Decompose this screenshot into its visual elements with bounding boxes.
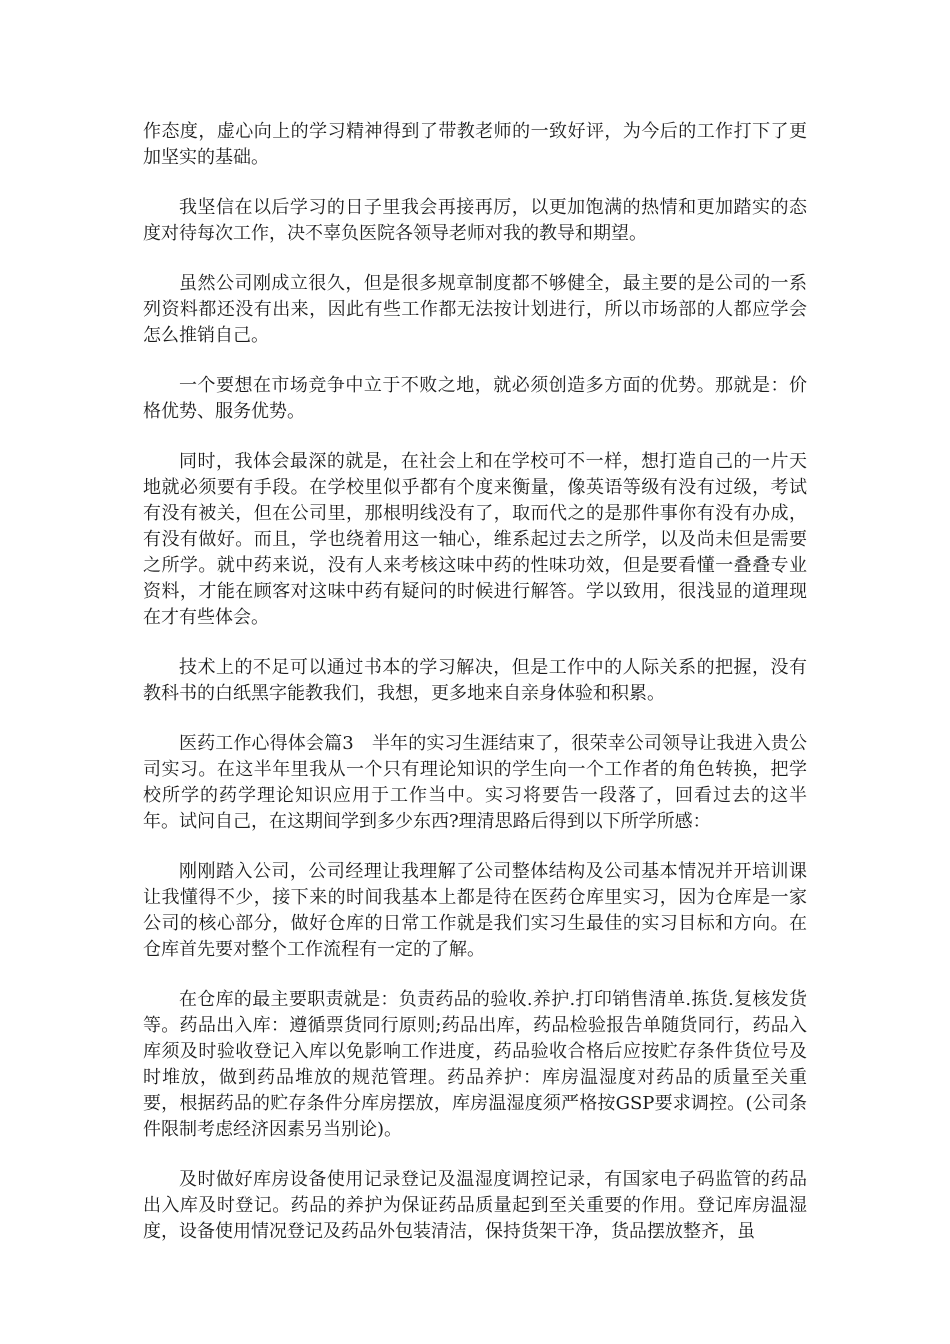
paragraph-8: 刚刚踏入公司，公司经理让我理解了公司整体结构及公司基本情况并开培训课让我懂得不少，接下来的时间我基本上都是待在医药仓库里实习，因为仓库是一家公司的核心部分，做好仓库的日常工作就是我们实习生最佳的实习目标和方向。在仓库首先要对整个工作流程有一定的了解。 <box>143 861 807 960</box>
document-body <box>143 119 807 1245</box>
paragraph-1: 作态度，虚心向上的学习精神得到了带教老师的一致好评，为今后的工作打下了更加坚实的基础。 <box>143 121 807 168</box>
paragraph-4: 一个要想在市场竞争中立于不败之地，就必须创造多方面的优势。那就是：价格优势、服务优势。 <box>143 375 807 422</box>
paragraph-9: 在仓库的最主要职责就是：负责药品的验收.养护.打印销售清单.拣货.复核发货等。药品出入库：遵循票货同行原则;药品出库，药品检验报告单随货同行，药品入库须及时验收登记入库以免影响工作进度，药品验收合格后应按贮存条件货位号及时堆放，做到药品堆放的规范管理。药品养护：库房温湿度对药品的质量至关重要，根据药品的贮存条件分库房摆放，库房温湿度须严格按GSP要求调控。(公司条件限制考虑经济因素另当别论)。 <box>143 989 807 1140</box>
paragraph-3: 虽然公司刚成立很久，但是很多规章制度都不够健全，最主要的是公司的一系列资料都还没有出来，因此有些工作都无法按计划进行，所以市场部的人都应学会怎么推销自己。 <box>143 273 807 346</box>
paragraph-5: 同时，我体会最深的就是，在社会上和在学校可不一样，想打造自己的一片天地就必须要有手段。在学校里似乎都有个度来衡量，像英语等级有没有过级，考试有没有被关，但在公司里，那根明线没有了，取而代之的是那件事你有没有办成，有没有做好。而且，学也绕着用这一轴心，维系起过去之所学，以及尚未但是需要之所学。就中药来说，没有人来考核这味中药的性味功效，但是要看懂一叠叠专业资料，才能在顾客对这味中药有疑问的时候进行解答。学以致用，很浅显的道理现在才有些体会。 <box>143 451 807 628</box>
paragraph-2: 我坚信在以后学习的日子里我会再接再厉，以更加饱满的热情和更加踏实的态度对待每次工作，决不辜负医院各领导老师对我的教导和期望。 <box>143 197 807 244</box>
paragraph-6: 技术上的不足可以通过书本的学习解决，但是工作中的人际关系的把握，没有教科书的白纸黑字能教我们，我想，更多地来自亲身体验和积累。 <box>143 657 807 704</box>
paragraph-10: 及时做好库房设备使用记录登记及温湿度调控记录，有国家电子码监管的药品出入库及时登记。药品的养护为保证药品质量起到至关重要的作用。登记库房温湿度，设备使用情况登记及药品外包装清洁，保持货架干净，货品摆放整齐，虽 <box>143 1169 807 1242</box>
paragraph-7-section-heading: 医药工作心得体会篇3 半年的实习生涯结束了，很荣幸公司领导让我进入贵公司实习。在这半年里我从一个只有理论知识的学生向一个工作者的角色转换，把学校所学的药学理论知识应用于工作当中。实习将要告一段落了，回看过去的这半年。试问自己，在这期间学到多少东西?理清思路后得到以下所学所感： <box>143 733 807 832</box>
